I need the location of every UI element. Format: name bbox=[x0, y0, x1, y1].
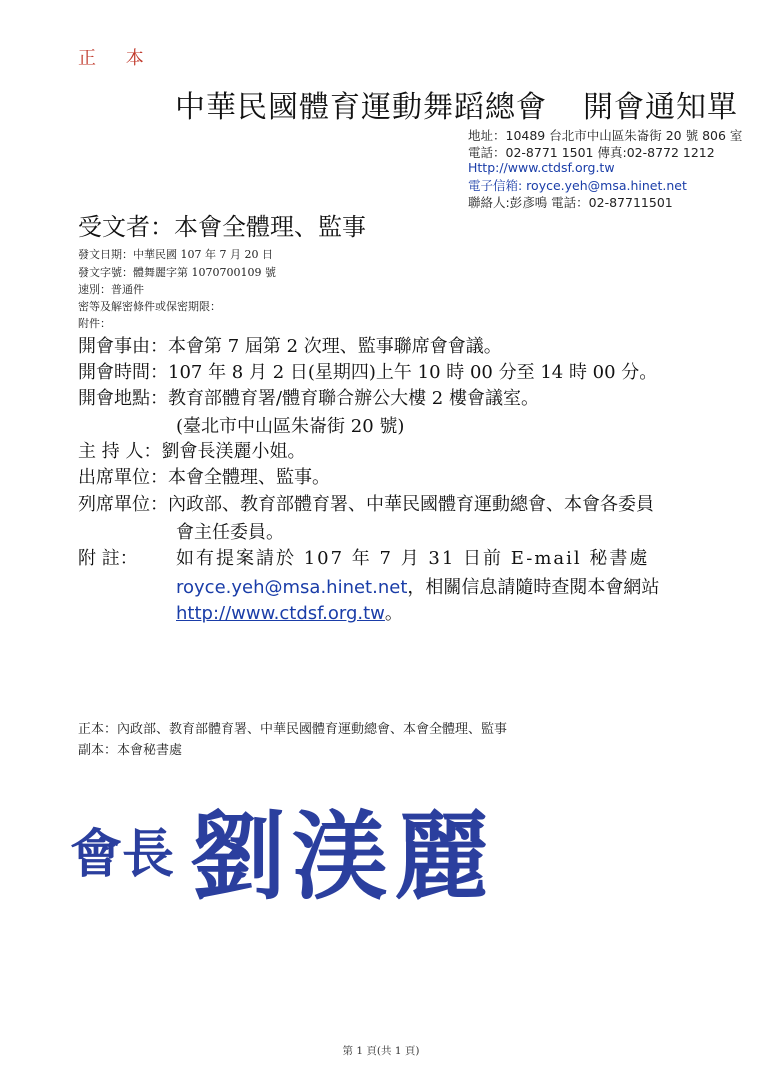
page-footer bbox=[0, 1043, 762, 1058]
meeting-time: 開會時間：107 年 8 月 2 日(星期四)上午 10 時 00 分至 14 時 00 分。 bbox=[78, 362, 658, 383]
note-website-link[interactable]: http://www.ctdsf.org.tw bbox=[176, 603, 385, 624]
contact-phone-fax: 電話：02-8771 1501 傳真:02-8772 1212 bbox=[468, 145, 715, 160]
meeting-note-line3 bbox=[176, 599, 403, 625]
meeting-note-line1: 如有提案請於 107 年 7 月 31 日前 E-mail 秘書處 bbox=[176, 548, 650, 569]
meeting-observers: 列席單位：內政部、教育部體育署、中華民國體育運動總會、本會各委員 bbox=[78, 494, 654, 515]
page-number: 第 1 頁(共 1 頁) bbox=[342, 1045, 420, 1057]
meeting-observers-cont: 會主任委員。 bbox=[176, 522, 284, 543]
meeting-place-detail: (臺北市中山區朱崙街 20 號) bbox=[176, 416, 405, 437]
document-type: 開會通知單 bbox=[583, 90, 738, 125]
delivery-speed: 速別：普通件 bbox=[78, 283, 144, 296]
meeting-note-label: 附 註： bbox=[78, 548, 138, 569]
distribution-original: 正本：內政部、教育部體育署、中華民國體育運動總會、本會全體理、監事 bbox=[78, 722, 508, 737]
issue-date: 發文日期：中華民國 107 年 7 月 20 日 bbox=[78, 248, 273, 261]
meeting-attendees: 出席單位：本會全體理、監事。 bbox=[78, 467, 330, 488]
contact-email[interactable]: 電子信箱: royce.yeh@msa.hinet.net bbox=[468, 178, 687, 193]
contact-address: 地址：10489 台北市中山區朱崙街 20 號 806 室 bbox=[468, 128, 743, 143]
contact-person: 聯絡人:彭彥鳴 電話：02-87711501 bbox=[468, 195, 673, 210]
chairman-signature bbox=[70, 800, 530, 930]
note-line3-end: 。 bbox=[384, 603, 403, 624]
meeting-subject: 開會事由：本會第 7 屆第 2 次理、監事聯席會會議。 bbox=[78, 336, 502, 357]
organization-name: 中華民國體育運動舞蹈總會 bbox=[175, 90, 547, 125]
signature-title: 會長 bbox=[70, 824, 175, 885]
secrecy-level: 密等及解密條件或保密期限： bbox=[78, 300, 221, 313]
document-title bbox=[175, 82, 738, 126]
document-number: 發文字號：體舞麗字第 1070700109 號 bbox=[78, 266, 276, 279]
meeting-place: 開會地點：教育部體育署/體育聯合辦公大樓 2 樓會議室。 bbox=[78, 388, 539, 409]
recipient: 受文者：本會全體理、監事 bbox=[78, 213, 366, 241]
contact-website[interactable]: Http://www.ctdsf.org.tw bbox=[468, 160, 615, 175]
distribution-copy: 副本：本會秘書處 bbox=[78, 743, 183, 758]
note-email-link[interactable]: royce.yeh@msa.hinet.net bbox=[176, 577, 408, 598]
original-copy-stamp: 正 本 bbox=[78, 48, 156, 69]
meeting-host: 主 持 人：劉會長渼麗小姐。 bbox=[78, 441, 306, 462]
signature-name: 劉渼麗 bbox=[190, 800, 496, 913]
note-line2-text: ，相關信息請隨時查閱本會網站 bbox=[407, 577, 660, 598]
attachment: 附件： bbox=[78, 317, 111, 330]
meeting-note-line2 bbox=[176, 573, 659, 599]
